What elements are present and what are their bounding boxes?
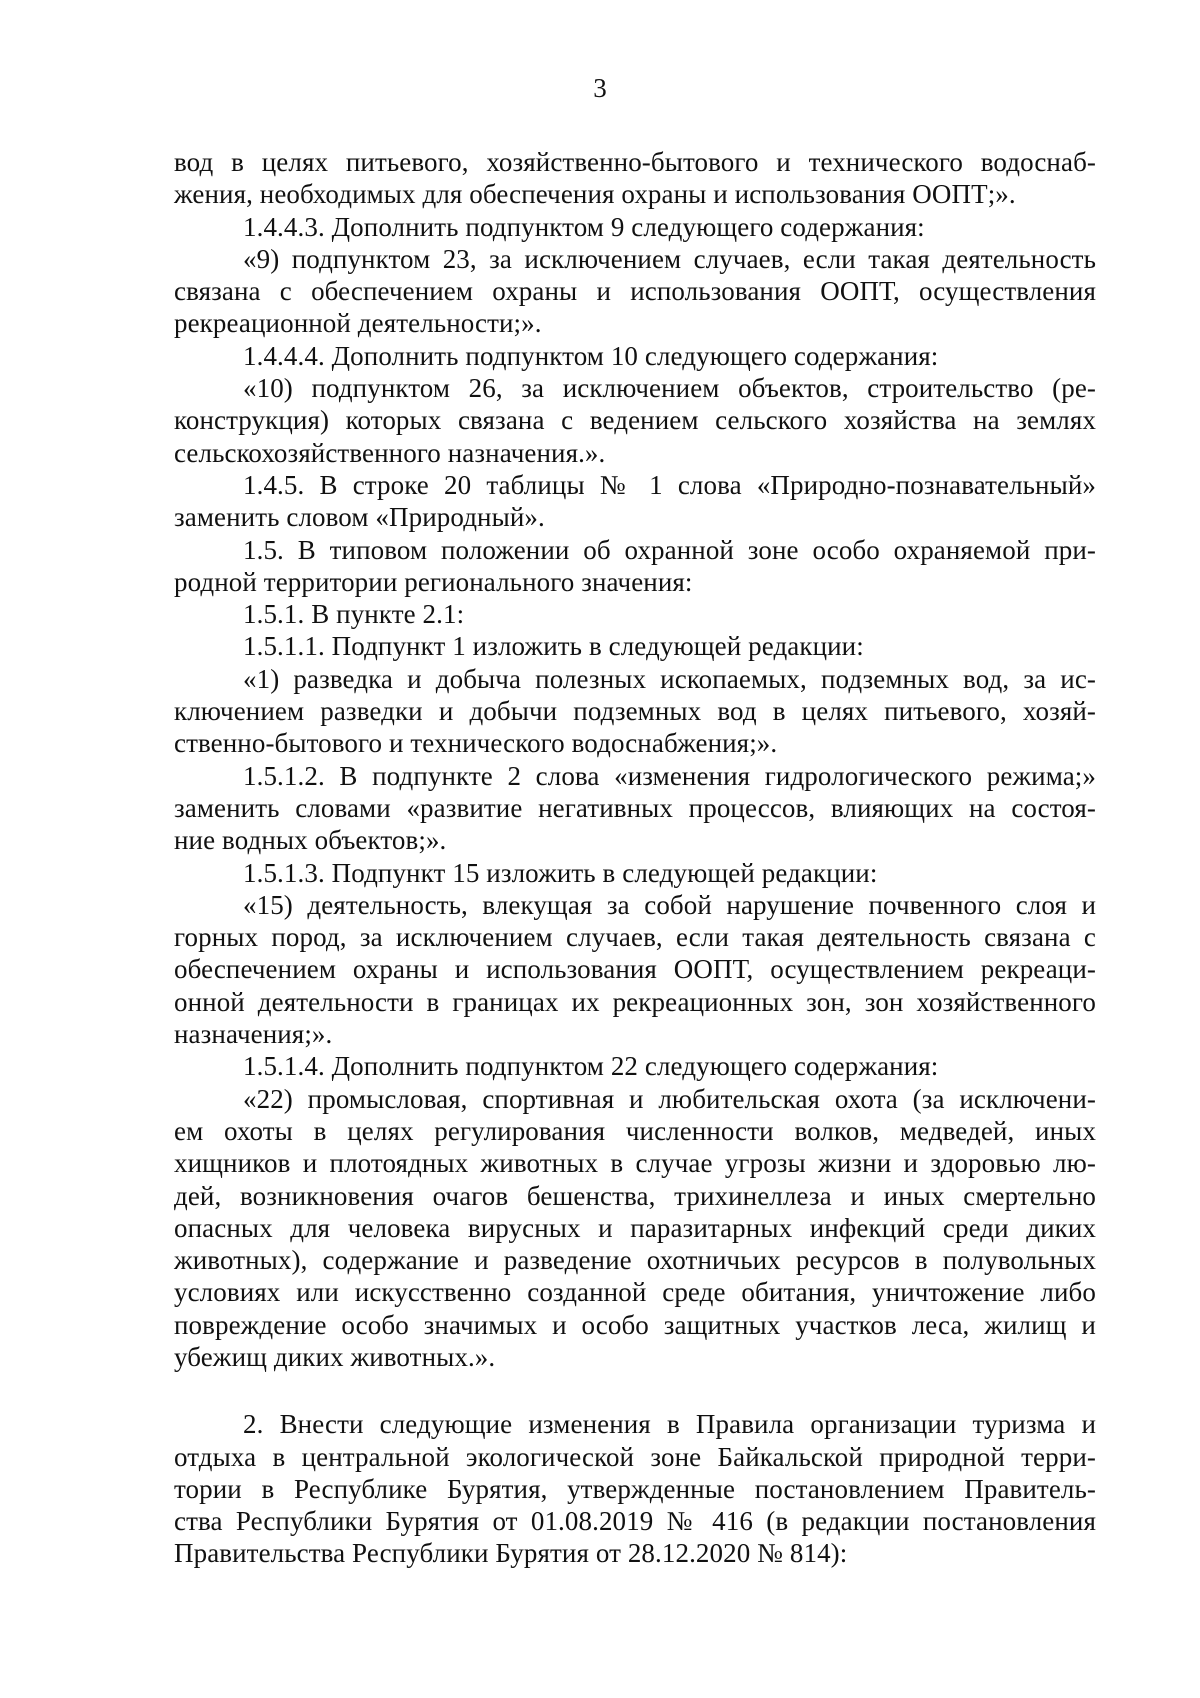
text-line: 1.4.4.3. Дополнить подпунктом 9 следующего содержания:	[243, 211, 925, 242]
text-line: назначения;».	[174, 1019, 333, 1050]
text-line: ние водных объектов;».	[174, 825, 447, 856]
text-line: «9) подпунктом 23, за исключением случаев, если такая деятельность	[243, 243, 1096, 274]
text-line: ства Республики Бурятия от 01.08.2019 № 416 (в редакции постановления	[174, 1506, 1096, 1537]
text-line: условиях или искусственно созданной среде обитания, уничтожение либо	[174, 1277, 1096, 1308]
text-line: конструкция) которых связана с ведением сельского хозяйства на землях	[174, 405, 1096, 436]
text-line: тории в Республике Бурятия, утвержденные постановлением Правитель-	[174, 1473, 1096, 1504]
text-line: опасных для человека вирусных и паразитарных инфекций среди диких	[174, 1212, 1096, 1243]
text-line: 1.5.1.3. Подпункт 15 изложить в следующей редакции:	[243, 857, 878, 888]
text-line: «10) подпунктом 26, за исключением объектов, строительство (ре-	[243, 373, 1096, 404]
text-line: 1.5.1. В пункте 2.1:	[243, 599, 465, 630]
text-line: животных), содержание и разведение охотничьих ресурсов в полувольных	[174, 1245, 1096, 1276]
text-line: отдыха в центральной экологической зоне Байкальской природной терри-	[174, 1441, 1096, 1472]
text-line: 1.5.1.4. Дополнить подпунктом 22 следующего содержания:	[243, 1051, 939, 1082]
text-line: повреждение особо значимых и особо защитных участков леса, жилищ и	[174, 1309, 1096, 1340]
text-line: ственно-бытового и технического водоснабжения;».	[174, 728, 778, 759]
text-line: «22) промысловая, спортивная и любительская охота (за исключени-	[243, 1083, 1096, 1114]
text-line: 1.4.4.4. Дополнить подпунктом 10 следующего содержания:	[243, 340, 939, 371]
text-line: сельскохозяйственного назначения.».	[174, 437, 606, 468]
text-line: обеспечением охраны и использования ООПТ, осуществлением рекреаци-	[174, 954, 1096, 985]
text-line: «1) разведка и добыча полезных ископаемых, подземных вод, за ис-	[243, 663, 1096, 694]
text-line: Правительства Республики Бурятия от 28.12.2020 № 814):	[174, 1538, 848, 1569]
text-line: дей, возникновения очагов бешенства, трихинеллеза и иных смертельно	[174, 1180, 1096, 1211]
text-line: 1.4.5. В строке 20 таблицы № 1 слова «Природно-познавательный»	[243, 469, 1096, 500]
text-line: 1.5.1.2. В подпункте 2 слова «изменения гидрологического режима;»	[243, 760, 1096, 791]
text-line: заменить словом «Природный».	[174, 502, 545, 533]
text-line: горных пород, за исключением случаев, если такая деятельность связана с	[174, 922, 1096, 953]
text-line: хищников и плотоядных животных в случае угрозы жизни и здоровью лю-	[174, 1148, 1096, 1179]
text-line: вод в целях питьевого, хозяйственно-бытового и технического водоснаб-	[174, 147, 1096, 177]
text-line: рекреационной деятельности;».	[174, 308, 542, 339]
text-line: убежищ диких животных.».	[174, 1341, 496, 1372]
text-line: «15) деятельность, влекущая за собой нарушение почвенного слоя и	[243, 889, 1096, 920]
text-line: онной деятельности в границах их рекреационных зон, зон хозяйственного	[174, 986, 1096, 1017]
text-line: связана с обеспечением охраны и использования ООПТ, осуществления	[174, 276, 1096, 307]
paragraph-gap	[174, 1373, 1096, 1408]
text-line: ем охоты в целях регулирования численности волков, медведей, иных	[174, 1115, 1096, 1146]
text-line: жения, необходимых для обеспечения охраны и использования ООПТ;».	[174, 179, 1016, 210]
text-line: 1.5. В типовом положении об охранной зоне особо охраняемой при-	[243, 534, 1096, 565]
text-line: 2. Внести следующие изменения в Правила организации туризма и	[243, 1409, 1096, 1440]
text-line: 1.5.1.1. Подпункт 1 изложить в следующей редакции:	[243, 631, 864, 662]
text-line: родной территории регионального значения:	[174, 566, 693, 597]
page-number: 3	[593, 73, 607, 103]
text-line: ключением разведки и добычи подземных вод в целях питьевого, хозяй-	[174, 696, 1096, 727]
text-line: заменить словами «развитие негативных процессов, влияющих на состоя-	[174, 792, 1096, 823]
document-body	[174, 146, 1096, 1570]
